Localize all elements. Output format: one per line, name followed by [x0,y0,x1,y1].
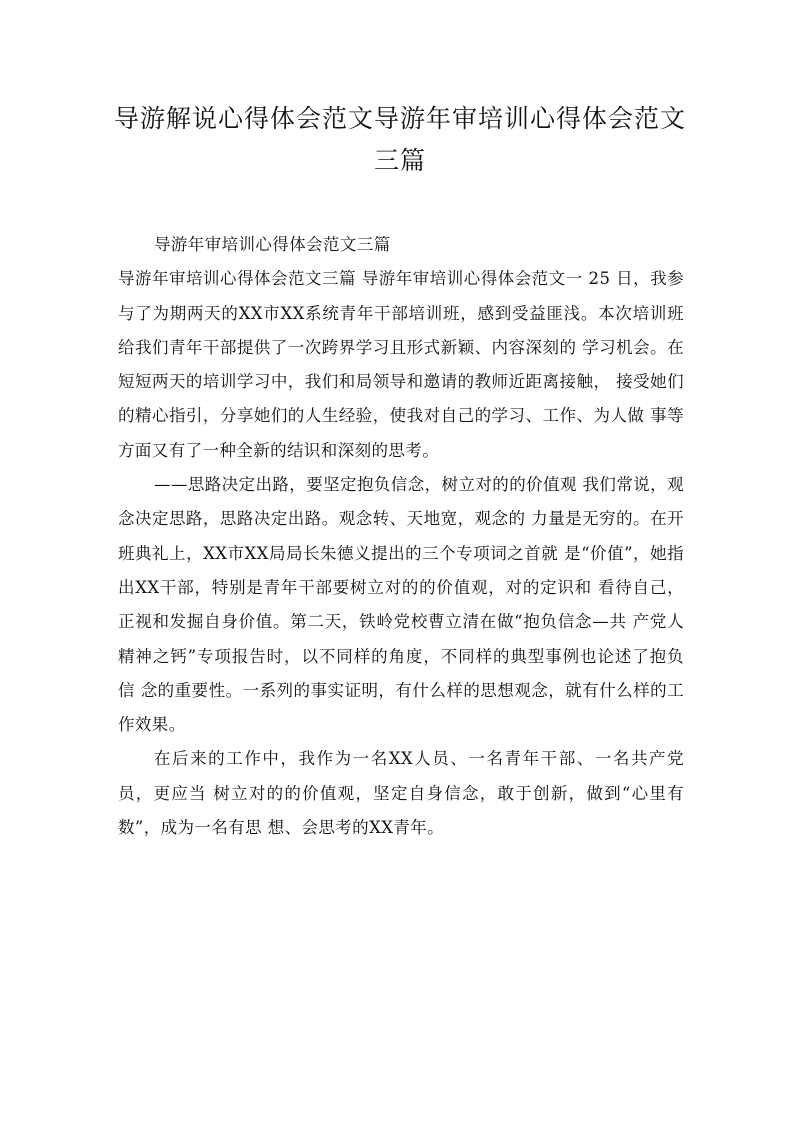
paragraph-subtitle: 导游年审培训心得体会范文三篇 [154,235,391,254]
paragraph-3: 在后来的工作中，我作为一名XX人员、一名青年干部、一名共产党员，更应当 树立对的的价值观，坚定自身信念，敢于创新，做到“心里有数”，成为一名有思 想、会思考的XX青年。 [118,749,684,838]
paragraph-1: 导游年审培训心得体会范文三篇 导游年审培训心得体会范文一 25 日，我参与了为期两天的XX市XX系统青年干部培训班，感到受益匪浅。本次培训班给我们青年干部提供了一次跨界学习且形式新颖、内容深刻的 学习机会。在短短两天的培训学习中，我们和局领导和邀请的教师近距离接触， 接受她们的精心指引，分享她们的人生经验，使我对自己的学习、工作、为人做 事等方面又有了一种全新的结识和深刻的思考。 [118,269,684,460]
document-body [118,228,684,845]
paragraph-2: ——思路决定出路，要坚定抱负信念，树立对的的价值观 我们常说，观念决定思路，思路决定出路。观念转、天地宽，观念的 力量是无穷的。在开班典礼上，XX市XX局局长朱德义提出的三个专项词之首就 是“价值”，她指出XX干部，特别是青年干部要树立对的的价值观，对的定识和 看待自己，正视和发掘自身价值。第二天，铁岭党校曹立清在做“抱负信念—共 产党人精神之钙”专项报告时，以不同样的角度，不同样的典型事例也论述了抱负信 念的重要性。一系列的事实证明，有什么样的思想观念，就有什么样的工作效果。 [118,475,684,735]
document-title: 导游解说心得体会范文导游年审培训心得体会范文三篇 [113,104,686,175]
